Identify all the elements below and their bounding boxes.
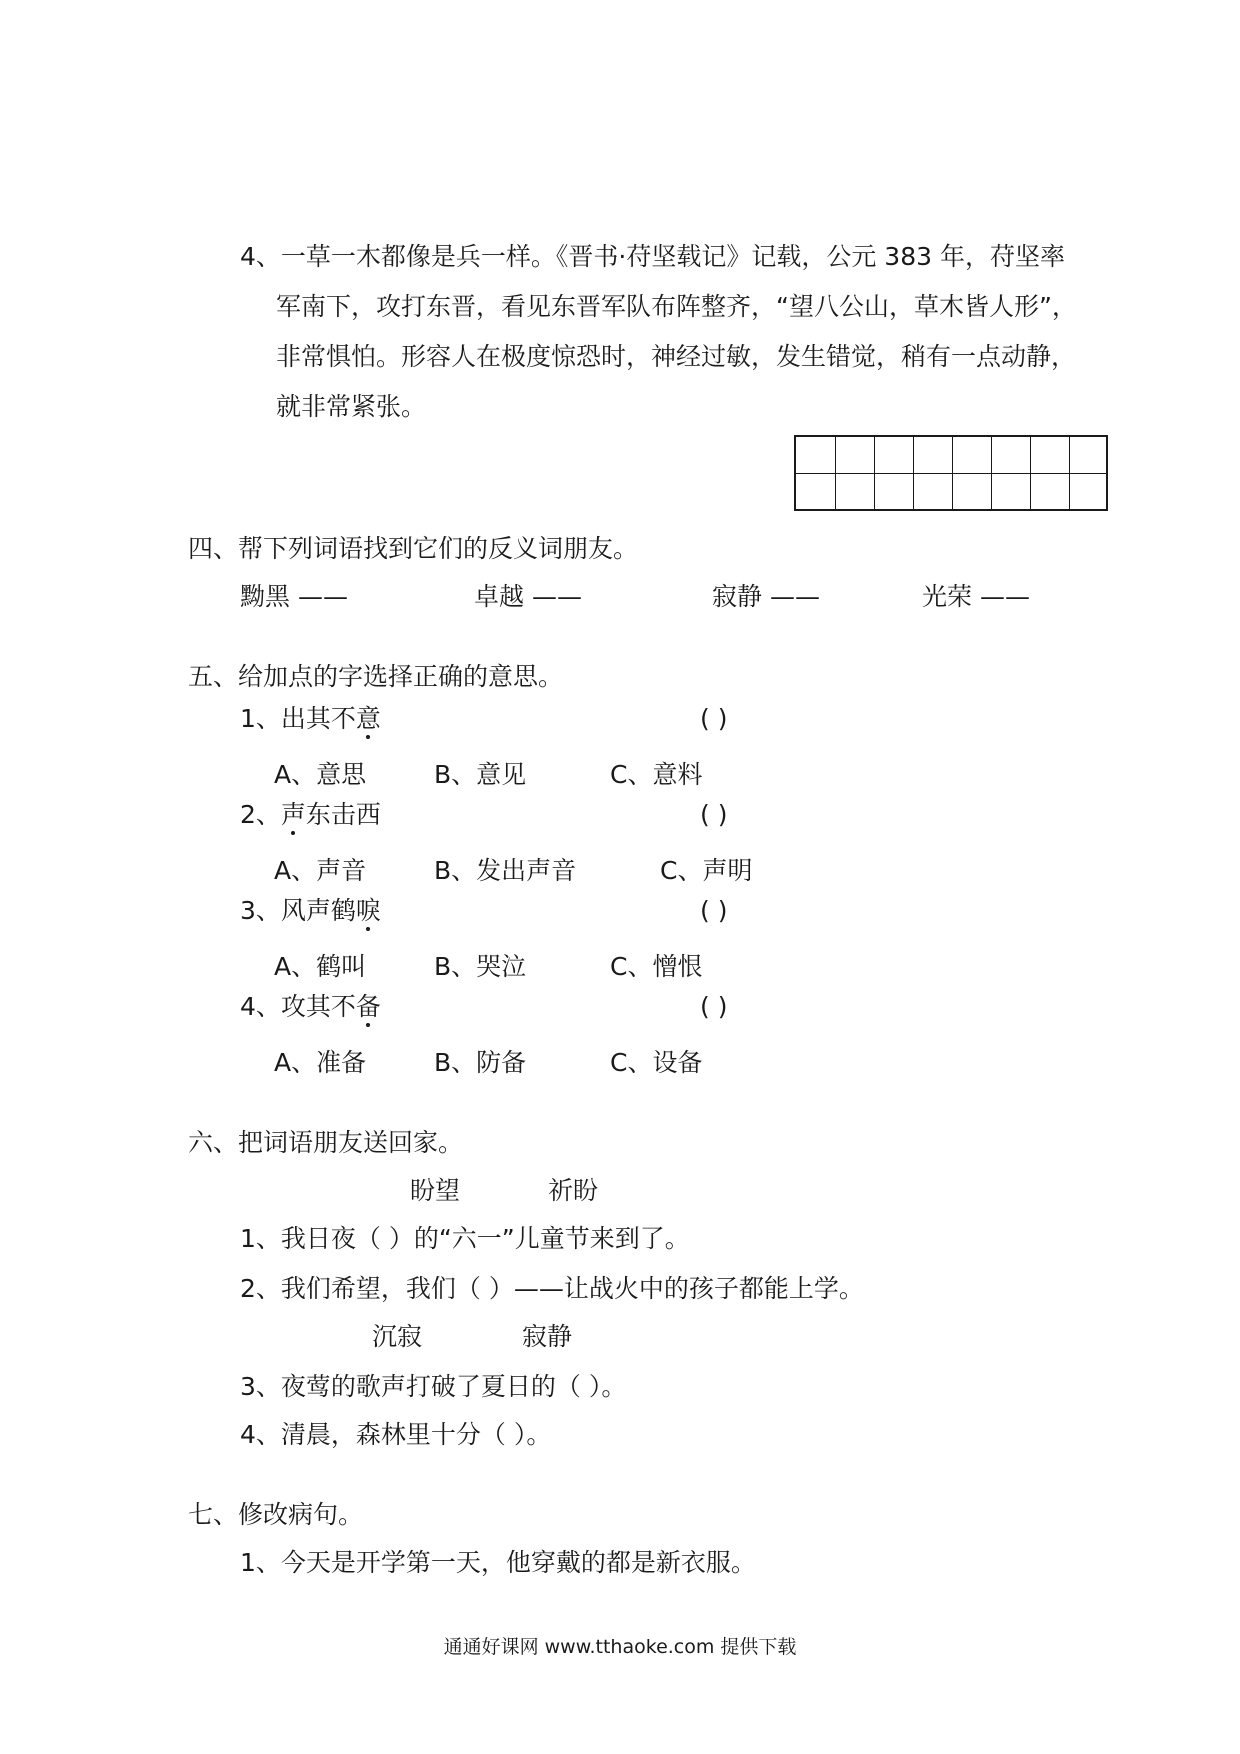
s5-paren-4[interactable]: ( ): [700, 992, 728, 1021]
answer-grid[interactable]: [794, 435, 1108, 511]
s5-opt-1b: B、意见: [434, 760, 527, 789]
footer-credit: 通通好课网 www.tthaoke.com 提供下载: [443, 1636, 797, 1658]
s7-sentence-1: 1、今天是开学第一天，他穿戴的都是新衣服。: [240, 1548, 756, 1577]
section-4-title: 四、帮下列词语找到它们的反义词朋友。: [188, 534, 639, 563]
s5-paren-2[interactable]: ( ): [700, 800, 728, 829]
s5-opt-2c: C、声明: [660, 856, 753, 885]
q4-line-1: 4、一草一木都像是兵一样。《晋书·苻坚载记》记载，公元 383 年，苻坚率: [240, 242, 1065, 271]
section-7-title: 七、修改病句。: [188, 1500, 364, 1529]
q4-line-2: 军南下，攻打东晋，看见东晋军队布阵整齐，“望八公山，草木皆人形”，: [276, 292, 1077, 321]
antonym-word-3: 寂静 ——: [712, 582, 820, 611]
s5-opt-2a: A、声音: [274, 856, 367, 885]
antonym-word-1: 黝黑 ——: [240, 582, 348, 611]
s5-opt-4c: C、设备: [610, 1048, 703, 1077]
s5-opt-3b: B、哭泣: [434, 952, 527, 981]
s5-item-4: 4、攻其不备: [240, 992, 381, 1021]
s5-opt-2b: B、发出声音: [434, 856, 577, 885]
dotted-char: 声: [280, 800, 306, 829]
dotted-char: 意: [355, 704, 381, 733]
s5-opt-1a: A、意思: [274, 760, 367, 789]
antonym-word-2: 卓越 ——: [474, 582, 582, 611]
word-choice-1b: 祈盼: [548, 1176, 599, 1205]
dotted-char: 备: [355, 992, 381, 1021]
word-choice-1a: 盼望: [410, 1176, 461, 1205]
q4-line-4: 就非常紧张。: [276, 392, 427, 421]
s5-opt-4b: B、防备: [434, 1048, 527, 1077]
dotted-char: 唳: [355, 896, 381, 925]
s6-sentence-4: 4、清晨，森林里十分（ ）。: [240, 1420, 552, 1449]
s5-paren-3[interactable]: ( ): [700, 896, 728, 925]
s6-sentence-2: 2、我们希望，我们（ ）——让战火中的孩子都能上学。: [240, 1274, 864, 1303]
q4-line-3: 非常惧怕。形容人在极度惊恐时，神经过敏，发生错觉，稍有一点动静，: [276, 342, 1077, 371]
word-choice-2a: 沉寂: [372, 1322, 423, 1351]
s5-item-2: 2、声东击西: [240, 800, 381, 829]
s5-opt-3a: A、鹤叫: [274, 952, 367, 981]
s6-sentence-3: 3、夜莺的歌声打破了夏日的（ ）。: [240, 1372, 627, 1401]
antonym-word-4: 光荣 ——: [922, 582, 1030, 611]
s6-sentence-1: 1、我日夜（ ）的“六一”儿童节来到了。: [240, 1224, 690, 1253]
s5-opt-4a: A、准备: [274, 1048, 367, 1077]
s5-paren-1[interactable]: ( ): [700, 704, 728, 733]
s5-item-3: 3、风声鹤唳: [240, 896, 381, 925]
s5-item-1: 1、出其不意: [240, 704, 381, 733]
section-5-title: 五、给加点的字选择正确的意思。: [188, 662, 564, 691]
s5-opt-1c: C、意料: [610, 760, 703, 789]
s5-opt-3c: C、憎恨: [610, 952, 703, 981]
word-choice-2b: 寂静: [522, 1322, 573, 1351]
section-6-title: 六、把词语朋友送回家。: [188, 1128, 464, 1157]
